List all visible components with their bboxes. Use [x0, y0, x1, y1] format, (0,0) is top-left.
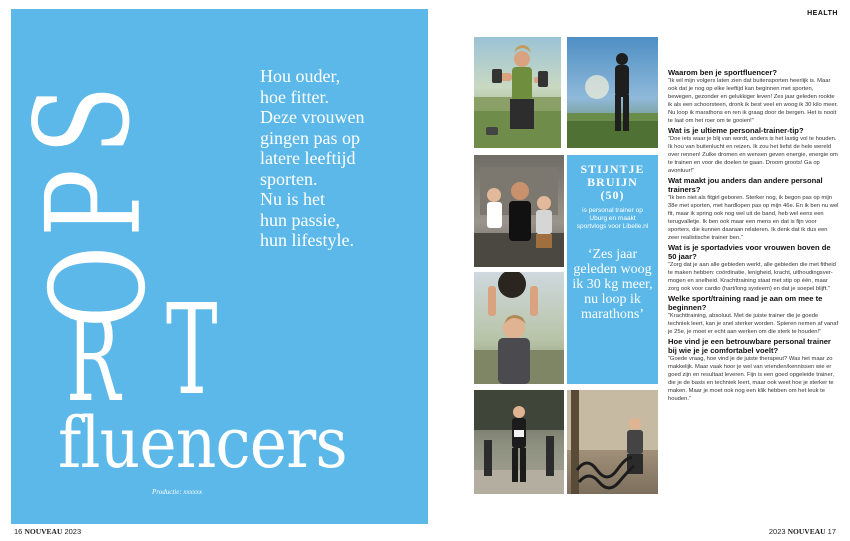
intro-line: Nu is het	[260, 189, 325, 209]
photo-dumbbell-workout	[474, 37, 561, 148]
title-letter-o: O	[22, 245, 175, 329]
question: Waarom ben je sportfluencer?	[668, 68, 778, 77]
profile-last-name: BRUIJN	[587, 175, 638, 189]
photo-medicine-ball-graphic	[474, 272, 564, 384]
question: Wat maakt jou anders dan andere personal trainers?	[668, 176, 823, 194]
photo-battle-ropes	[567, 390, 658, 494]
photo-battle-ropes-graphic	[567, 390, 658, 494]
intro-line: Hou ouder,	[260, 66, 341, 86]
profile-age: (50)	[600, 188, 625, 202]
section-label: HEALTH	[807, 10, 838, 17]
intro-line: latere leeftijd	[260, 148, 356, 168]
pull-quote: ‘Zes jaar geleden woog ik 30 kg meer, nu loop ik marathons’	[572, 247, 653, 322]
answer: “Ik wil mijn volgers laten zien dat buitensporten heerlijk is. Maar ook dat je nog op elke leeftijd kan beginnen met sporten, bewegen, gezonder en gelukkiger leven! Zes jaar geleden rookte ik als een schoorsteen, dronk ik best veel en woog ik 30 kilo meer. Nu loop ik marathons en ren ik graag door de bergen. Het is nooit te laat om het roer om te gooien!”	[668, 78, 838, 124]
folio-left	[14, 527, 81, 536]
answer: “Goede vraag, hoe vind je de juiste therapeut? Was het maar zo makkelijk. Maar vaak hoor je wel van vrienden/kennissen wie er goed zijn en resultaat leveren. Fijn is een goed opgeleide trainer, die je de basis en techniek leert, maar ook weet hoe je sterker te maken. Maar je moet ook nog een klik hebben om het leuk te houden.”	[668, 356, 834, 402]
photo-medicine-ball	[474, 272, 564, 384]
photo-family	[474, 155, 564, 267]
photo-running-event	[474, 390, 564, 494]
title-letter-r: R	[66, 290, 121, 429]
title-word: fluencers	[58, 402, 347, 484]
production-credit: Productie: xxxxxx	[152, 488, 203, 496]
intro-line: sporten.	[260, 168, 318, 189]
profile-box	[567, 155, 658, 384]
answer: “Zorg dat je aan alle gebieden werkt, alle gebieden die met fitheid te maken hebben: coördinatie, lenigheid, kracht, uithoudingsver-mogen en snelheid. Krachttraining staat met stip op één, maar zorg ook voor cardio (hart/long systeem) en dat je soepel blijft.”	[668, 262, 836, 292]
intro-line: hun passie,	[260, 209, 340, 230]
answer: “Krachttraining, absoluut. Met de juiste trainer die je goede techniek leert, kan je snel sterker worden. Spieren nemen af vanaf je 25e, je moet er echt aan werken om die sterk te houden!”	[668, 313, 839, 335]
intro-line: hun lifestyle.	[260, 230, 354, 250]
magazine-name: NOUVEAU	[24, 527, 63, 536]
title-letter-t: T	[165, 278, 218, 423]
answer: “Ik ben niet als fitgirl geboren. Sterker nog, ik begon pas op mijn 38e met sporten, met hardlopen pas op mijn 46e. En ik ben nu wel fit, maar ik spring ook nog wel uit de band, heb wel eens een terugvalletje. Ik ben ook maar een mens en dat is fijn voor sporters, die kunnen daaraan relateren. Ik denk dat ik dus een zeer realistische trainer ben.”	[668, 195, 839, 241]
photo-field-silhouette-graphic	[567, 37, 658, 148]
title-letter-s: S	[6, 85, 159, 155]
issue-year: 2023	[768, 527, 786, 536]
question: Wat is je ultieme personal-trainer-tip?	[668, 126, 804, 135]
profile-description: is personal trainer op Uburg en maakt sportvlogs voor Libelle.nl	[576, 207, 649, 230]
folio-right	[769, 527, 836, 536]
intro-text	[260, 66, 420, 251]
intro-line: gingen pas op	[260, 127, 360, 148]
photo-running-event-graphic	[474, 390, 564, 494]
question: Hoe vind je een betrouwbare personal trainer bij wie je je comfortabel voelt?	[668, 337, 831, 355]
profile-name	[567, 163, 658, 202]
page-number: 16	[14, 527, 23, 536]
title-letter-p: P	[17, 168, 170, 238]
magazine-name: NOUVEAU	[787, 527, 826, 536]
profile-first-name: STIJNTJE	[580, 162, 645, 176]
photo-dumbbell-workout-graphic	[474, 37, 561, 148]
photo-family-graphic	[474, 155, 564, 267]
question: Wat is je sportadvies voor vrouwen boven de 50 jaar?	[668, 243, 831, 261]
photo-field-silhouette	[567, 37, 658, 148]
interview-column	[668, 68, 840, 518]
intro-line: hoe fitter.	[260, 86, 329, 107]
intro-line: Deze vrouwen	[260, 107, 365, 127]
question: Welke sport/training raad je aan om mee te beginnen?	[668, 294, 823, 312]
page-number: 17	[827, 527, 836, 536]
issue-year: 2023	[64, 527, 82, 536]
answer: “Doe iets waar je blij van wordt, anders is het lastig vol te houden. Ik hou van buitenlucht en reizen. Ik zou het liefst de hele wereld over rennen! Zulke dromen en wensen geven energie, energie om te trainen en voor die doelen te gaan. Droom groots! Ga op avontuur!”	[668, 136, 838, 174]
